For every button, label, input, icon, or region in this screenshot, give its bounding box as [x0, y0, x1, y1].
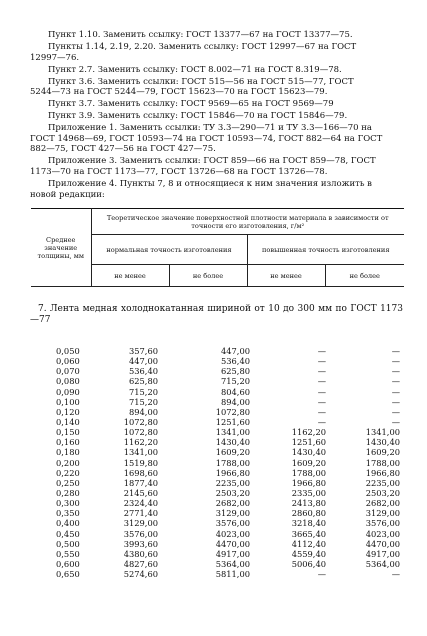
table-row	[0, 447, 427, 457]
thickness-cell: 0,450	[56, 528, 80, 539]
increased-min-cell: 2413,80	[291, 498, 326, 509]
increased-min-cell: —	[317, 406, 326, 417]
normal-max-cell: 2235,00	[215, 477, 250, 488]
normal-min-cell: 1877,40	[123, 477, 158, 488]
increased-min-cell: 2860,80	[291, 508, 326, 519]
normal-max-cell: 2682,00	[215, 498, 250, 509]
increased-min-cell: 1162,20	[291, 427, 326, 438]
thickness-cell: 0,550	[56, 548, 80, 559]
normal-min-cell: 715,20	[128, 386, 158, 397]
thickness-cell: 0,500	[56, 538, 80, 549]
group-header: Теоретическое значение поверхностной плотности материала в зависимости от точности его изготовления, г/м²	[91, 209, 404, 235]
paragraph-line: Приложение 1. Заменить ссылки: ТУ 3.3—290—71 и ТУ 3.3—166—70 на	[48, 123, 373, 134]
normal-max-cell: 1966,80	[215, 467, 250, 478]
normal-min-cell: 715,20	[128, 396, 158, 407]
amendment-paragraph	[30, 42, 403, 63]
normal-min-cell: 1519,80	[123, 457, 158, 468]
table-row	[0, 518, 427, 528]
normal-min-cell: 1162,20	[123, 437, 158, 448]
increased-max-cell: 1788,00	[365, 457, 400, 468]
normal-max-cell: 625,80	[220, 366, 250, 377]
header-table	[31, 208, 404, 287]
amendment-paragraph	[30, 30, 403, 41]
table-row	[0, 569, 427, 579]
increased-min-cell: 1609,20	[291, 457, 326, 468]
normal-min-cell: 625,80	[128, 376, 158, 387]
normal-min-cell: 1072,80	[123, 427, 158, 438]
increased-max-cell: 1966,80	[365, 467, 400, 478]
increased-max-cell: 1341,00	[365, 427, 400, 438]
paragraph-line: Пункт 3.6. Заменить ссылки: ГОСТ 515—56 на ГОСТ 515—77, ГОСТ	[48, 76, 354, 87]
thickness-cell: 0,140	[56, 416, 80, 427]
paragraph-line: Пункт 1.10. Заменить ссылку: ГОСТ 13377—67 на ГОСТ 13377—75.	[48, 30, 353, 40]
increased-min-cell: 1251,60	[291, 437, 326, 448]
increased-max-header: не более	[325, 265, 404, 287]
table-row	[0, 407, 427, 417]
normal-max-cell: 536,40	[220, 356, 250, 367]
table-row	[0, 478, 427, 488]
paragraph-line: Пункт 3.7. Заменить ссылку: ГОСТ 9569—65 на ГОСТ 9569—79	[48, 99, 334, 110]
increased-max-cell: —	[391, 416, 400, 427]
increased-max-cell: —	[391, 356, 400, 367]
normal-min-cell: 2145,60	[123, 487, 158, 498]
thickness-cell: 0,060	[56, 356, 80, 367]
amendment-paragraph	[30, 156, 403, 177]
paragraph-line: Пункт 2.7. Заменить ссылку: ГОСТ 8.002—71 на ГОСТ 8.319—78.	[48, 64, 342, 75]
increased-min-cell: 2335,00	[291, 487, 326, 498]
normal-max-cell: 2503,20	[215, 487, 250, 498]
paragraph-line: 1173—70 на ГОСТ 1173—77, ГОСТ 13726—68 на ГОСТ 13726—78.	[30, 166, 328, 177]
amendment-paragraph	[30, 111, 403, 122]
table-row	[0, 387, 427, 397]
normal-min-cell: 3576,00	[123, 528, 158, 539]
paragraph-line: 882—75, ГОСТ 427—56 на ГОСТ 427—75.	[30, 144, 216, 155]
normal-min-cell: 1072,80	[123, 416, 158, 427]
thickness-cell: 0,100	[56, 396, 80, 407]
increased-min-cell: 1788,00	[291, 467, 326, 478]
section-title: 7. Лента медная холоднокатанная шириной от 10 до 300 мм по ГОСТ 1173—77	[30, 304, 403, 325]
normal-max-cell: 715,20	[220, 376, 250, 387]
normal-min-cell: 5274,60	[123, 569, 158, 580]
normal-max-cell: 4917,00	[215, 548, 250, 559]
thickness-cell: 0,080	[56, 376, 80, 387]
thickness-cell: 0,650	[56, 569, 80, 580]
normal-min-cell: 3993,60	[123, 538, 158, 549]
table-row	[0, 458, 427, 468]
thickness-cell: 0,600	[56, 558, 80, 569]
increased-max-cell: —	[391, 346, 400, 356]
increased-max-cell: —	[391, 406, 400, 417]
increased-min-cell: 1430,40	[291, 447, 326, 458]
table-row	[0, 468, 427, 478]
normal-min-cell: 3129,00	[123, 518, 158, 529]
increased-max-cell: 1609,20	[365, 447, 400, 458]
normal-max-cell: 894,00	[220, 396, 250, 407]
paragraph-line: ГОСТ 14968—69, ГОСТ 10593—74 на ГОСТ 10593—74, ГОСТ 882—64 на ГОСТ	[30, 133, 383, 144]
table-row	[0, 417, 427, 427]
increased-min-cell: 4112,40	[291, 538, 326, 549]
paragraph-line: 5244—73 на ГОСТ 5244—79, ГОСТ 15623—70 на ГОСТ 15623—79.	[30, 87, 328, 98]
increased-min-cell: 1966,80	[291, 477, 326, 488]
increased-min-cell: —	[317, 346, 326, 356]
table-row	[0, 376, 427, 386]
normal-max-cell: 1251,60	[215, 416, 250, 427]
normal-max-cell: 1609,20	[215, 447, 250, 458]
normal-max-cell: 3129,00	[215, 508, 250, 519]
increased-min-cell: —	[317, 569, 326, 580]
thickness-cell: 0,180	[56, 447, 80, 458]
normal-min-cell: 2324,40	[123, 498, 158, 509]
increased-max-cell: 4023,00	[365, 528, 400, 539]
paragraph-line: Приложение 3. Заменить ссылки: ГОСТ 859—66 на ГОСТ 859—78, ГОСТ	[48, 156, 376, 167]
normal-max-cell: 1788,00	[215, 457, 250, 468]
increased-max-cell: —	[391, 376, 400, 387]
normal-max-cell: 447,00	[220, 346, 250, 356]
increased-min-cell: 3665,40	[291, 528, 326, 539]
density-table-body	[0, 346, 427, 579]
table-row	[0, 488, 427, 498]
paragraph-line: Пункт 3.9. Заменить ссылку: ГОСТ 15846—70 на ГОСТ 15846—79.	[48, 111, 348, 122]
thickness-cell: 0,220	[56, 467, 80, 478]
increased-max-cell: 3129,00	[365, 508, 400, 519]
normal-min-cell: 4827,60	[123, 558, 158, 569]
table-row	[0, 397, 427, 407]
paragraph-line: Приложение 4. Пункты 7, 8 и относящиеся к ним значения изложить в	[48, 179, 372, 189]
normal-min-cell: 1341,00	[123, 447, 158, 458]
increased-max-cell: —	[391, 386, 400, 397]
normal-max-cell: 4470,00	[215, 538, 250, 549]
increased-min-cell: —	[317, 386, 326, 397]
increased-min-header: не менее	[247, 265, 325, 287]
normal-min-header: не менее	[91, 265, 169, 287]
amendment-paragraph	[30, 179, 403, 200]
normal-min-cell: 894,00	[128, 406, 158, 417]
increased-max-cell: —	[391, 569, 400, 580]
paragraph-line: Пункты 1.14, 2.19, 2.20. Заменить ссылку: ГОСТ 12997—67 на ГОСТ	[48, 42, 357, 52]
thickness-cell: 0,400	[56, 518, 80, 529]
thickness-cell: 0,070	[56, 366, 80, 377]
table-row	[0, 539, 427, 549]
thickness-cell: 0,250	[56, 477, 80, 488]
amendment-paragraph	[30, 123, 403, 155]
thickness-header: Среднее значение толщины, мм	[31, 209, 91, 287]
normal-min-cell: 4380,60	[123, 548, 158, 559]
increased-min-cell: —	[317, 376, 326, 387]
table-row	[0, 498, 427, 508]
normal-min-cell: 2771,40	[123, 508, 158, 519]
thickness-cell: 0,120	[56, 406, 80, 417]
increased-max-cell: 3576,00	[365, 518, 400, 529]
thickness-cell: 0,280	[56, 487, 80, 498]
normal-max-cell: 4023,00	[215, 528, 250, 539]
table-row	[0, 529, 427, 539]
amendment-paragraph	[30, 77, 403, 98]
increased-accuracy-header: повышенная точность изготовления	[247, 235, 404, 265]
table-row	[0, 559, 427, 569]
increased-max-cell: 4917,00	[365, 548, 400, 559]
increased-min-cell: —	[317, 356, 326, 367]
table-row	[0, 346, 427, 356]
normal-max-cell: 5811,00	[215, 569, 250, 580]
thickness-cell: 0,200	[56, 457, 80, 468]
table-row	[0, 549, 427, 559]
thickness-cell: 0,050	[56, 346, 80, 356]
increased-max-cell: 5364,00	[365, 558, 400, 569]
table-row	[0, 427, 427, 437]
increased-min-cell: —	[317, 396, 326, 407]
normal-min-cell: 536,40	[128, 366, 158, 377]
increased-max-cell: 1430,40	[365, 437, 400, 448]
normal-max-cell: 1072,80	[215, 406, 250, 417]
thickness-cell: 0,300	[56, 498, 80, 509]
table-row	[0, 356, 427, 366]
normal-max-cell: 5364,00	[215, 558, 250, 569]
increased-max-cell: —	[391, 396, 400, 407]
normal-max-cell: 3576,00	[215, 518, 250, 529]
paragraph-line: новой редакции:	[30, 189, 105, 200]
increased-min-cell: —	[317, 416, 326, 427]
normal-accuracy-header: нормальная точность изготовления	[91, 235, 247, 265]
increased-min-cell: 4559,40	[291, 548, 326, 559]
table-row	[0, 508, 427, 518]
increased-max-cell: 4470,00	[365, 538, 400, 549]
thickness-cell: 0,090	[56, 386, 80, 397]
increased-min-cell: —	[317, 366, 326, 377]
increased-max-cell: 2235,00	[365, 477, 400, 488]
table-row	[0, 437, 427, 447]
normal-min-cell: 1698,60	[123, 467, 158, 478]
thickness-cell: 0,350	[56, 508, 80, 519]
amendment-paragraph	[30, 99, 403, 110]
increased-max-cell: 2682,00	[365, 498, 400, 509]
paragraph-line: 12997—76.	[30, 52, 80, 63]
thickness-cell: 0,150	[56, 427, 80, 438]
normal-min-cell: 447,00	[128, 356, 158, 367]
increased-min-cell: 5006,40	[291, 558, 326, 569]
increased-min-cell: 3218,40	[291, 518, 326, 529]
normal-max-cell: 1341,00	[215, 427, 250, 438]
thickness-cell: 0,160	[56, 437, 80, 448]
normal-max-cell: 804,60	[220, 386, 250, 397]
increased-max-cell: 2503,20	[365, 487, 400, 498]
increased-max-cell: —	[391, 366, 400, 377]
amendment-paragraph	[30, 65, 403, 76]
normal-max-cell: 1430,40	[215, 437, 250, 448]
normal-min-cell: 357,60	[128, 346, 158, 356]
table-row	[0, 366, 427, 376]
normal-max-header: не более	[169, 265, 247, 287]
